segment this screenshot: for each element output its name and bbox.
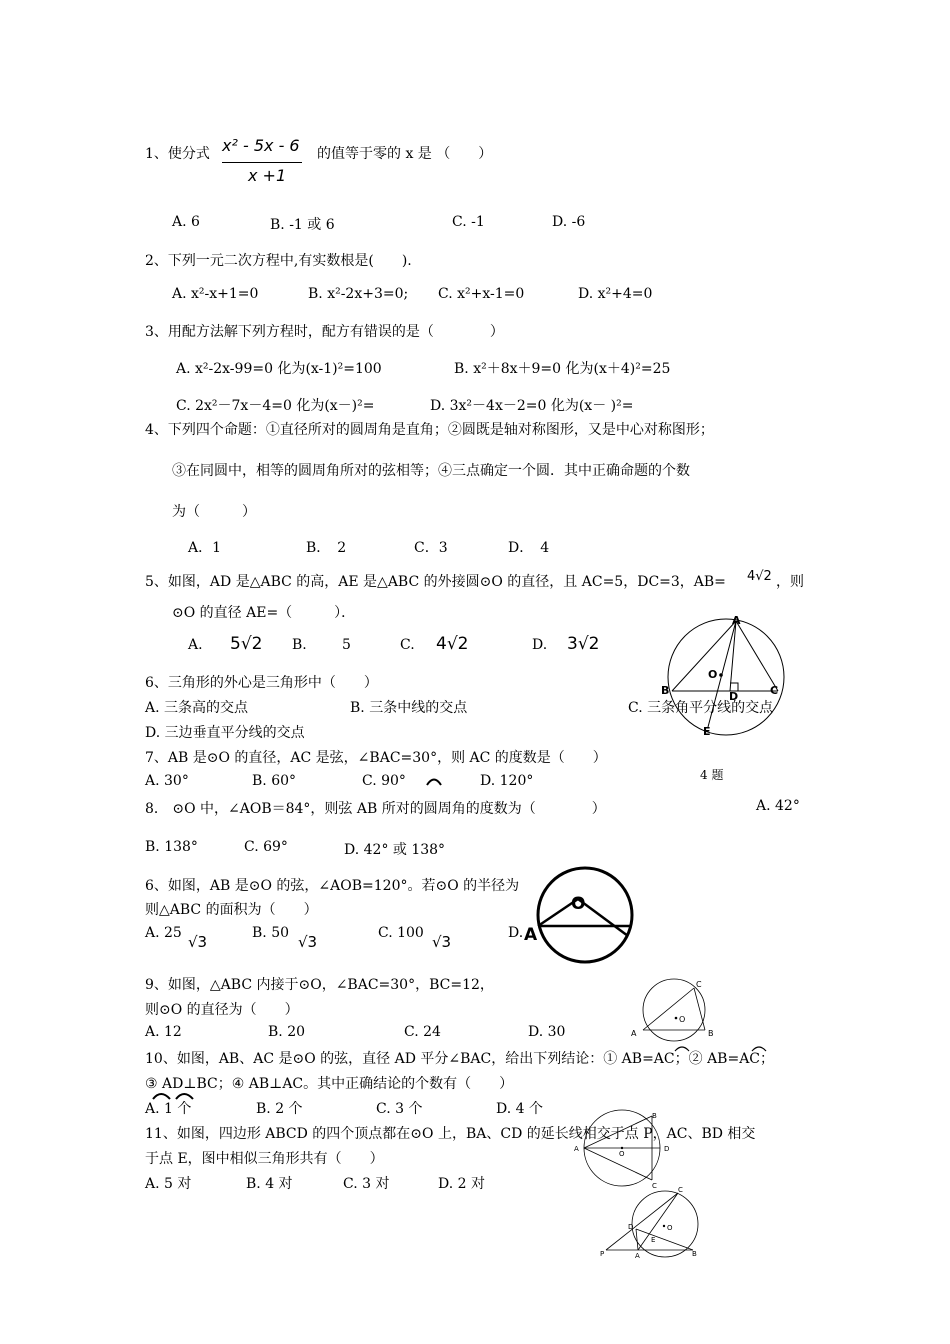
q8-option-b: B. 138° [145, 839, 198, 855]
q11-option-c: C. 3 对 [343, 1176, 390, 1192]
fig4-label-d: D [729, 690, 739, 703]
q1-option-d: D. -6 [552, 214, 586, 230]
fig11-label-b: B [692, 1250, 697, 1258]
q5-option-b-label: B. [292, 637, 307, 653]
q6b-option-c-root: √3 [432, 933, 452, 951]
arc-pair-icon [152, 1090, 196, 1100]
q5-option-a-value: 5√2 [230, 634, 263, 654]
q6a-option-d: D. 三边垂直平分线的交点 [145, 725, 305, 741]
q11-line2: 于点 E，图中相似三角形共有（ ） [145, 1151, 384, 1167]
q3-option-c: C. 2x²－7x－4=0 化为(x－)²= [176, 398, 375, 414]
q8-text: 8． ⊙O 中，∠AOB＝84°，则弦 AB 所对的圆周角的度数为（ ） [145, 801, 606, 817]
q1-option-c: C. -1 [452, 214, 485, 230]
fig10-label-d: D [664, 1145, 670, 1153]
fig10-label-a: A [574, 1145, 579, 1153]
figure-9-circle-diagram [628, 980, 724, 1044]
q3-text: 3、用配方法解下列方程时，配方有错误的是（ ） [145, 324, 504, 340]
q7-option-a: A. 30° [145, 773, 189, 789]
q1-prefix: 1、使分式 [145, 146, 210, 162]
q5-line1: 5、如图，AD 是△ABC 的高，AE 是△ABC 的外接圆⊙O 的直径，且 AC=5，DC=3，AB= [145, 574, 726, 590]
fig9-label-b: B [708, 1029, 714, 1038]
q5-line1-tail: ，则 [776, 574, 804, 590]
fig10-label-c: C [652, 1182, 657, 1190]
q5-ab-value: 4√2 [747, 569, 772, 584]
q6a-option-c: C. 三条角平分线的交点 [628, 700, 774, 716]
fig11-label-c: C [678, 1186, 683, 1194]
q5-line2: ⊙O 的直径 AE=（ ）． [172, 605, 356, 621]
q10-option-d: D. 4 个 [496, 1101, 543, 1117]
q5-option-d-label: D. [532, 637, 548, 653]
fig4-label-b: B [661, 684, 670, 697]
fig11-label-a: A [635, 1252, 640, 1260]
q11-option-d: D. 2 对 [438, 1176, 485, 1192]
fig10-label-o: O [619, 1150, 625, 1158]
q6b-line2: 则△ABC 的面积为（ ） [145, 902, 318, 918]
q2-option-d: D. x²+4=0 [578, 286, 653, 302]
q5-option-c-label: C. [400, 637, 415, 653]
fig4-caption: 4 题 [700, 768, 724, 782]
fig9-label-a: A [631, 1029, 637, 1038]
q6b-option-d: D. [508, 925, 524, 941]
q1-option-b: B. -1 或 6 [270, 217, 335, 233]
q5-option-b-value: 5 [342, 637, 351, 653]
q10-option-b: B. 2 个 [256, 1101, 303, 1117]
fig4-label-a: A [732, 614, 741, 627]
q2-option-a: A. x²-x+1=0 [172, 286, 259, 302]
fig11-label-e: E [651, 1236, 656, 1244]
q3-option-a: A. x²-2x-99=0 化为(x-1)²=100 [176, 361, 382, 377]
q2-option-b: B. x²-2x+3=0; [308, 286, 409, 302]
figure-4-circle-diagram [660, 615, 790, 740]
q9-option-b: B. 20 [268, 1024, 306, 1040]
fig11-label-o: O [667, 1224, 673, 1232]
q11-option-a: A. 5 对 [145, 1176, 192, 1192]
q1-fraction [222, 136, 304, 190]
fig4-label-o: O [708, 668, 718, 681]
q6b-option-b: B. 50 [252, 925, 290, 941]
fig4-label-e: E [703, 725, 711, 738]
q2-option-c: C. x²+x-1=0 [438, 286, 525, 302]
q3-option-d: D. 3x²－4x－2=0 化为(x－ )²= [430, 398, 634, 414]
q9-line1: 9、如图，△ABC 内接于⊙O，∠BAC=30°，BC=12， [145, 977, 494, 993]
fig11-label-p: P [600, 1250, 605, 1258]
arc-ac-icon [751, 1044, 767, 1052]
q5-option-d-value: 3√2 [567, 634, 600, 654]
q6a-option-a: A. 三条高的交点 [145, 700, 249, 716]
q1-denominator: x +1 [248, 166, 287, 185]
q10-option-c: C. 3 个 [376, 1101, 423, 1117]
q11-option-b: B. 4 对 [246, 1176, 293, 1192]
q9-option-d: D. 30 [528, 1024, 566, 1040]
q4-option-b: B． 2 [306, 540, 347, 556]
q6b-option-c: C. 100 [378, 925, 424, 941]
q6b-line1: 6、如图，AB 是⊙O 的弦，∠AOB=120°。若⊙O 的半径为 [145, 878, 520, 894]
q4-line1: 4、下列四个命题：①直径所对的圆周角是直角；②圆既是轴对称图形，又是中心对称图形； [145, 422, 714, 438]
q6b-option-b-root: √3 [298, 933, 318, 951]
q8-option-d: D. 42° 或 138° [344, 842, 446, 858]
q4-option-c: C．3 [414, 540, 448, 556]
q7-option-b: B. 60° [252, 773, 297, 789]
q11-line1: 11、如图，四边形 ABCD 的四个顶点都在⊙O 上，BA、CD 的延长线相交于点 P，AC、BD 相交 [145, 1126, 756, 1142]
q7-option-c: C. 90° [362, 773, 406, 789]
figure-10-circle-diagram [572, 1108, 692, 1188]
q6b-option-a-root: √3 [188, 933, 208, 951]
q4-option-a: A．1 [188, 540, 222, 556]
q1-numerator: x² - 5x - 6 [222, 136, 300, 155]
arc-symbol-icon [426, 776, 442, 786]
fig9-label-c: C [696, 980, 702, 989]
q10-line2: ③ AD⊥BC；④ AB⊥AC。其中正确结论的个数有（ ） [145, 1076, 514, 1092]
fig11-label-d: D [628, 1223, 634, 1231]
q3-option-b: B. x²＋8x＋9=0 化为(x＋4)²=25 [454, 361, 671, 377]
q7-option-d: D. 120° [480, 773, 534, 789]
figure-11-circle-diagram [598, 1186, 708, 1260]
q5-option-a-label: A. [188, 637, 203, 653]
q7-text: 7、AB 是⊙O 的直径，AC 是弦，∠BAC=30°，则 AC 的度数是（ ） [145, 750, 607, 766]
q9-option-c: C. 24 [404, 1024, 441, 1040]
fig6-label-o: O [571, 894, 586, 914]
q4-option-d: D． 4 [508, 540, 550, 556]
figure-6-circle-diagram [524, 860, 644, 965]
q9-option-a: A. 12 [145, 1024, 182, 1040]
q5-option-c-value: 4√2 [436, 634, 469, 654]
fig6-label-a: A [524, 925, 538, 945]
q6a-option-b: B. 三条中线的交点 [350, 700, 468, 716]
q6b-option-a: A. 25 [145, 925, 182, 941]
fig10-label-b: B [652, 1112, 657, 1120]
q10-option-a: A. 1 个 [145, 1101, 192, 1117]
q9-line2: 则⊙O 的直径为（ ） [145, 1002, 299, 1018]
q4-line2: ③在同圆中，相等的圆周角所对的弦相等；④三点确定一个圆．其中正确命题的个数 [172, 463, 690, 479]
fig9-label-o: O [679, 1015, 686, 1024]
q2-text: 2、下列一元二次方程中,有实数根是( ). [145, 253, 412, 269]
q4-line3: 为（ ） [172, 504, 256, 520]
arc-ab-icon [674, 1044, 690, 1052]
q10-line1: 10、如图，AB、AC 是⊙O 的弦，直径 AD 平分∠BAC，给出下列结论：① AB=AC；② AB=AC； [145, 1051, 775, 1067]
q1-option-a: A. 6 [172, 214, 200, 230]
q8-option-c: C. 69° [244, 839, 288, 855]
fraction-bar [222, 162, 302, 163]
q6a-text: 6、三角形的外心是三角形中（ ） [145, 675, 378, 691]
q1-suffix: 的值等于零的 x 是 （ ） [317, 146, 493, 162]
fig4-label-c: C [770, 684, 779, 697]
q8-option-a: A. 42° [756, 798, 800, 814]
